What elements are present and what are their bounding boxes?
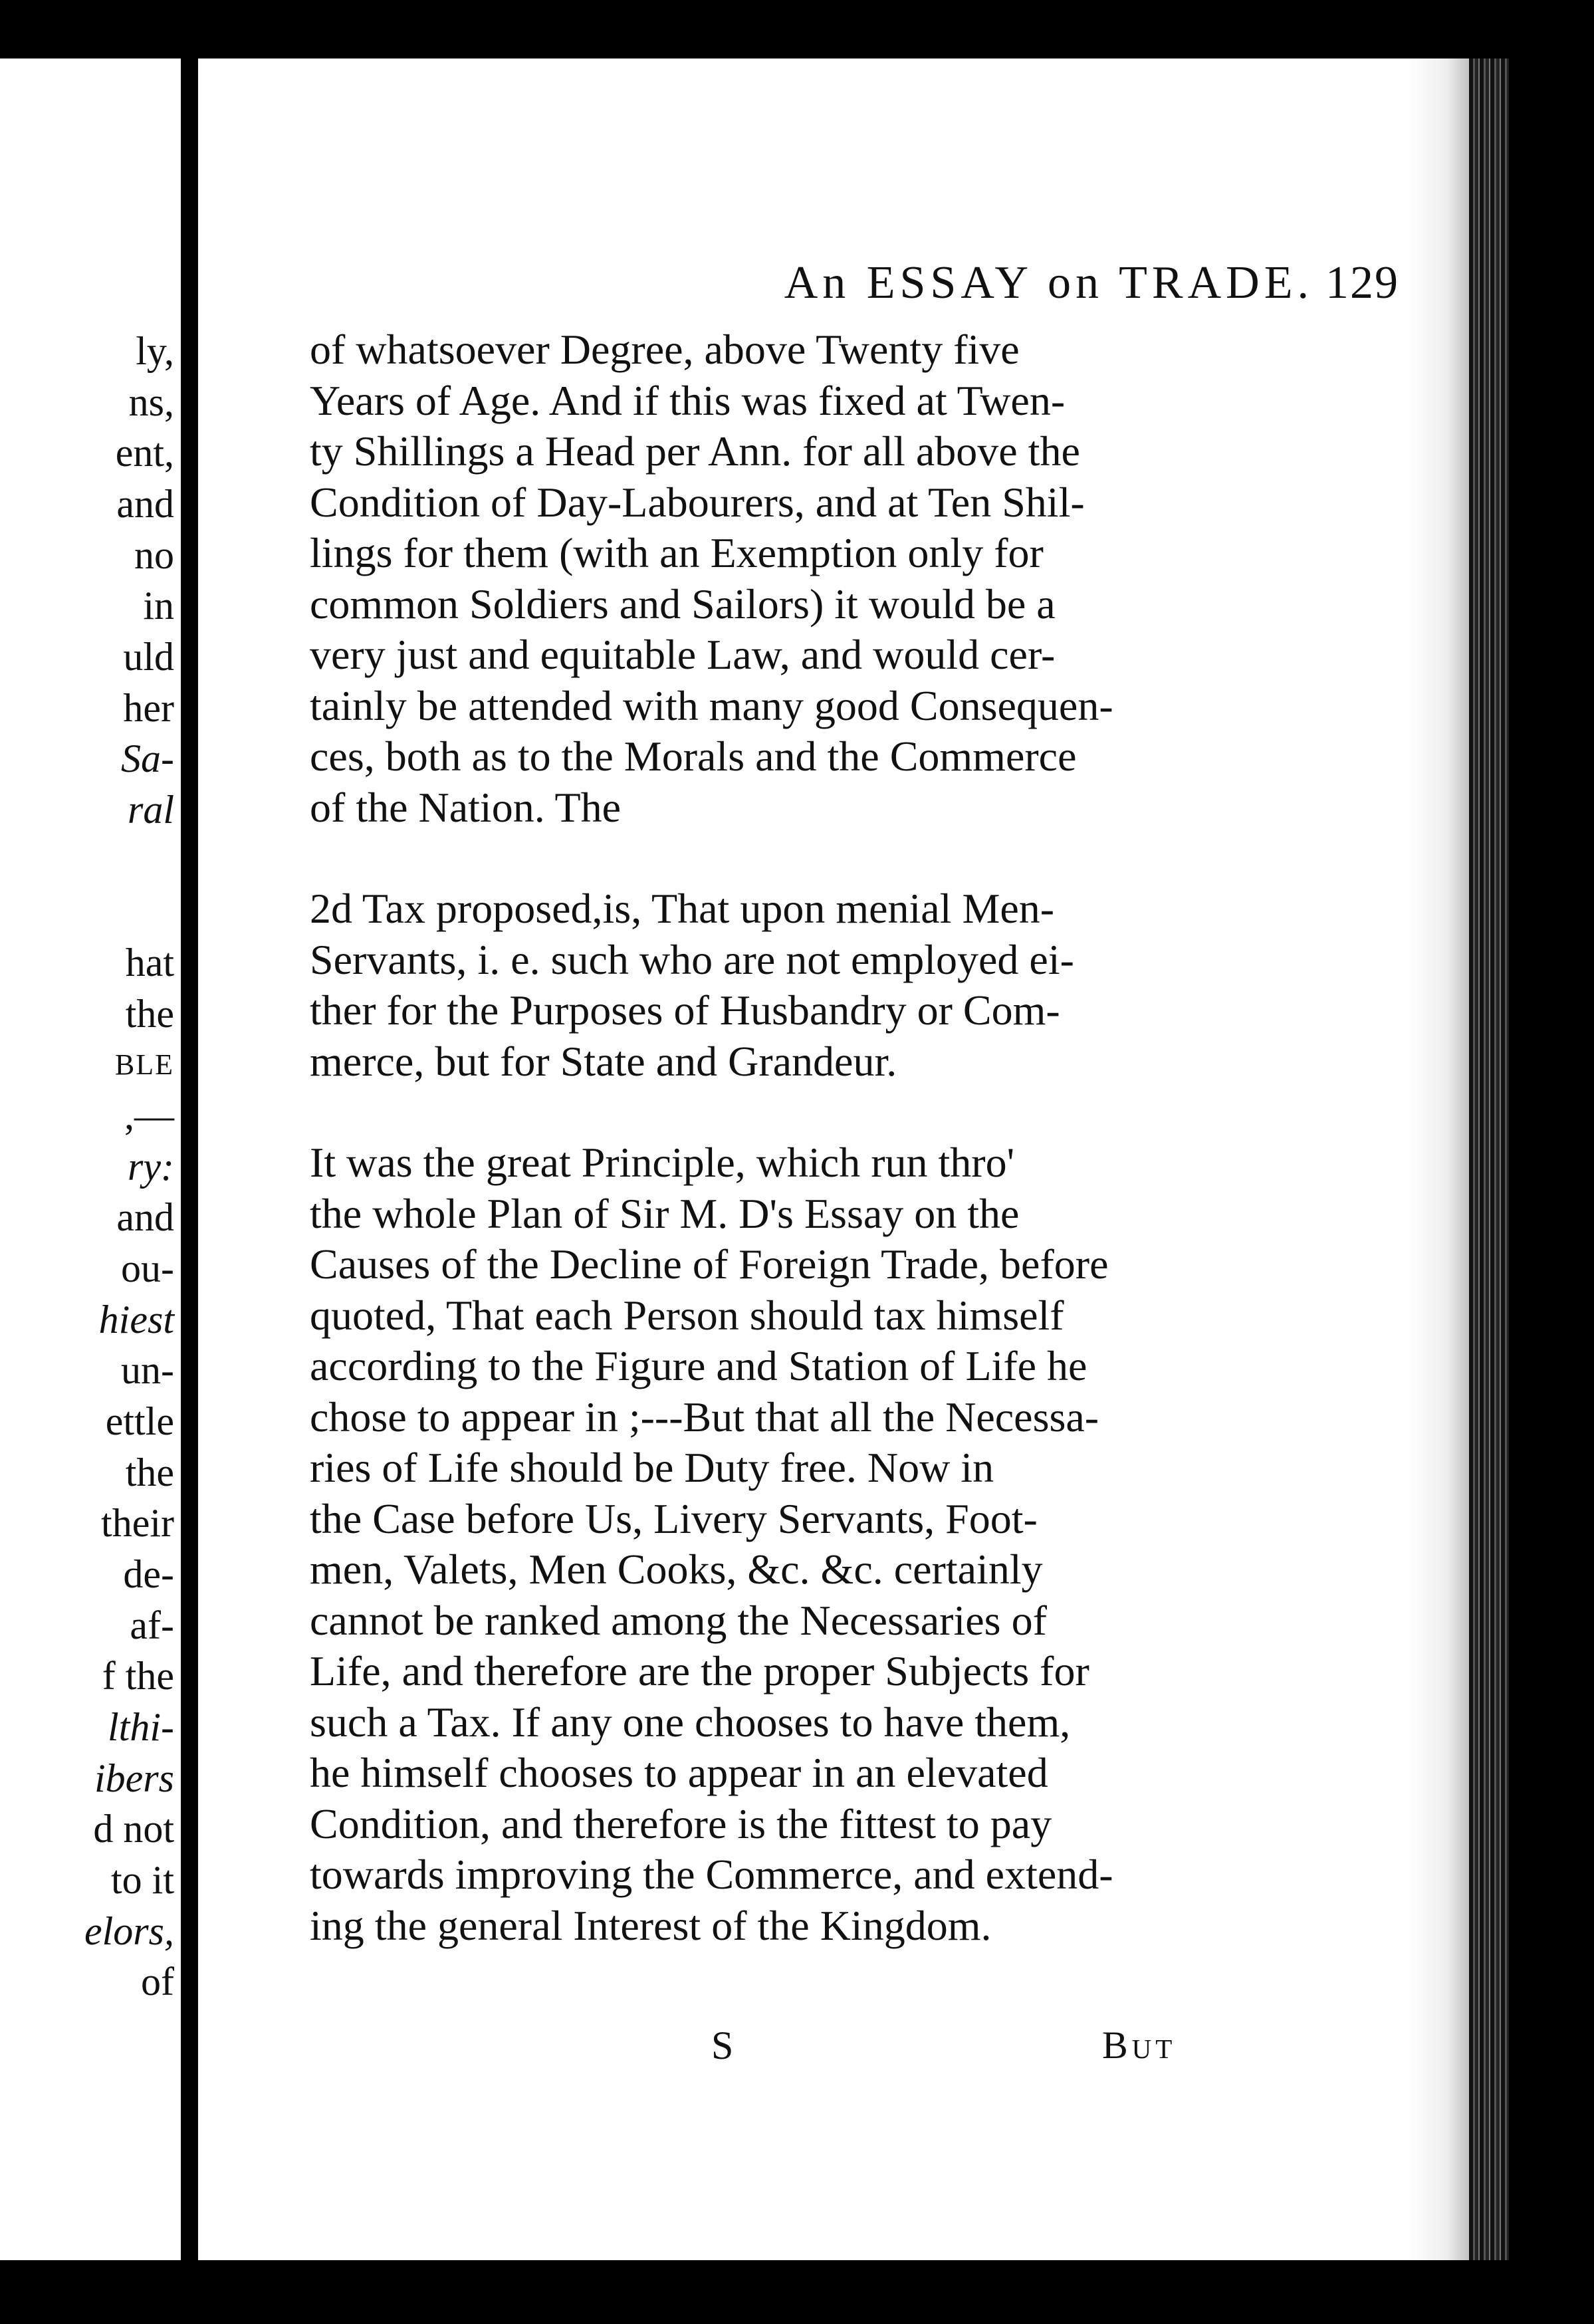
facing-fragment: their [101, 1501, 174, 1545]
text-line: merce, but for State and Grandeur. [310, 1037, 897, 1085]
facing-fragment: ral [127, 788, 174, 832]
facing-fragment: uld [123, 635, 174, 679]
scan-border-top [0, 0, 1594, 58]
facing-fragment: and [116, 482, 174, 526]
facing-fragment: the [125, 992, 174, 1036]
facing-fragment: ry: [128, 1145, 174, 1189]
text-line: Servants, i. e. such who are not employed ei- [310, 935, 1074, 983]
text-line: common Soldiers and Sailors) it would be a [310, 580, 1056, 628]
page-number: 129 [1325, 257, 1399, 308]
text-line: the Case before Us, Livery Servants, Foot- [310, 1494, 1038, 1542]
book-page-edges [1469, 58, 1509, 2260]
book-gutter [181, 0, 198, 2324]
text-line: Condition of Day-Labourers, and at Ten Shil- [310, 478, 1085, 526]
paragraph [310, 324, 1407, 833]
facing-fragment: ly, [136, 329, 174, 373]
text-line: quoted, That each Person should tax himself [310, 1291, 1064, 1339]
text-line: lings for them (with an Exemption only for [310, 529, 1044, 576]
text-line: Life, and therefore are the proper Subjects for [310, 1647, 1089, 1694]
text-line: such a Tax. If any one chooses to have them, [310, 1698, 1071, 1746]
text-line: he himself chooses to appear in an elevated [310, 1749, 1048, 1796]
facing-fragment: af- [130, 1603, 174, 1647]
facing-fragment: ibers [94, 1756, 174, 1800]
facing-fragment: her [123, 686, 174, 730]
facing-page [0, 58, 181, 2260]
text-line: cannot be ranked among the Necessaries of [310, 1596, 1047, 1644]
text-line: towards improving the Commerce, and extend- [310, 1851, 1113, 1898]
facing-fragment: to it [110, 1858, 174, 1902]
facing-fragment: no [134, 533, 174, 577]
facing-fragment: hiest [98, 1298, 174, 1341]
facing-fragment: f the [102, 1654, 174, 1698]
text-line: Causes of the Decline of Foreign Trade, before [310, 1240, 1109, 1288]
running-head [422, 257, 1399, 310]
text-line: tainly be attended with many good Consequen- [310, 681, 1113, 729]
paragraph [310, 883, 1407, 1087]
body-text [310, 324, 1407, 1951]
text-line: ces, both as to the Morals and the Commerce [310, 733, 1077, 780]
facing-fragment: un- [121, 1348, 174, 1392]
text-line: It was the great Principle, which run thro' [310, 1139, 1015, 1186]
text-line: ty Shillings a Head per Ann. for all above the [310, 427, 1080, 475]
facing-fragment: ou- [121, 1246, 174, 1290]
facing-fragment: hat [125, 941, 174, 985]
text-line: of whatsoever Degree, above Twenty five [310, 326, 1020, 373]
paragraph [310, 1137, 1407, 1951]
facing-fragment: ettle [105, 1399, 174, 1443]
scan-border-right [1509, 0, 1594, 2324]
facing-fragment: ent, [115, 431, 174, 475]
facing-fragment: lthi- [108, 1705, 174, 1749]
text-line: men, Valets, Men Cooks, &c. &c. certainly [310, 1546, 1043, 1593]
text-line: ries of Life should be Duty free. Now in [310, 1444, 994, 1491]
facing-fragment: Sa- [121, 737, 174, 780]
page-curl-shadow [1409, 58, 1472, 2260]
facing-fragment: ,— [124, 1094, 174, 1137]
facing-fragment: of [141, 1960, 174, 2004]
text-line: ther for the Purposes of Husbandry or Com- [310, 987, 1060, 1034]
text-line: according to the Figure and Station of Life he [310, 1342, 1087, 1389]
facing-fragment: and [116, 1195, 174, 1239]
text-line: of the Nation. The [310, 783, 622, 831]
text-line: chose to appear in ;---But that all the Necessa- [310, 1393, 1099, 1441]
text-line: very just and equitable Law, and would cer- [310, 631, 1056, 678]
facing-fragment: in [143, 584, 174, 628]
facing-fragment: de- [123, 1552, 174, 1596]
catchword: But [1102, 2024, 1177, 2067]
scan-border-bottom [0, 2260, 1594, 2324]
facing-fragment: d not [93, 1807, 174, 1851]
book-page [198, 58, 1409, 2260]
facing-fragment: ns, [128, 380, 174, 424]
running-head-title: An ESSAY on TRADE. [784, 257, 1313, 308]
text-line: Condition, and therefore is the fittest to pay [310, 1800, 1052, 1847]
facing-fragment: elors, [84, 1909, 174, 1953]
text-line: the whole Plan of Sir M. D's Essay on the [310, 1189, 1020, 1237]
facing-fragment: the [125, 1451, 174, 1494]
facing-fragment: BLE [114, 1048, 174, 1081]
text-line: 2d Tax proposed,is, That upon menial Men- [310, 885, 1055, 932]
text-line: ing the general Interest of the Kingdom. [310, 1901, 992, 1949]
signature-mark: S [711, 2024, 734, 2067]
text-line: Years of Age. And if this was fixed at Twen- [310, 376, 1066, 424]
